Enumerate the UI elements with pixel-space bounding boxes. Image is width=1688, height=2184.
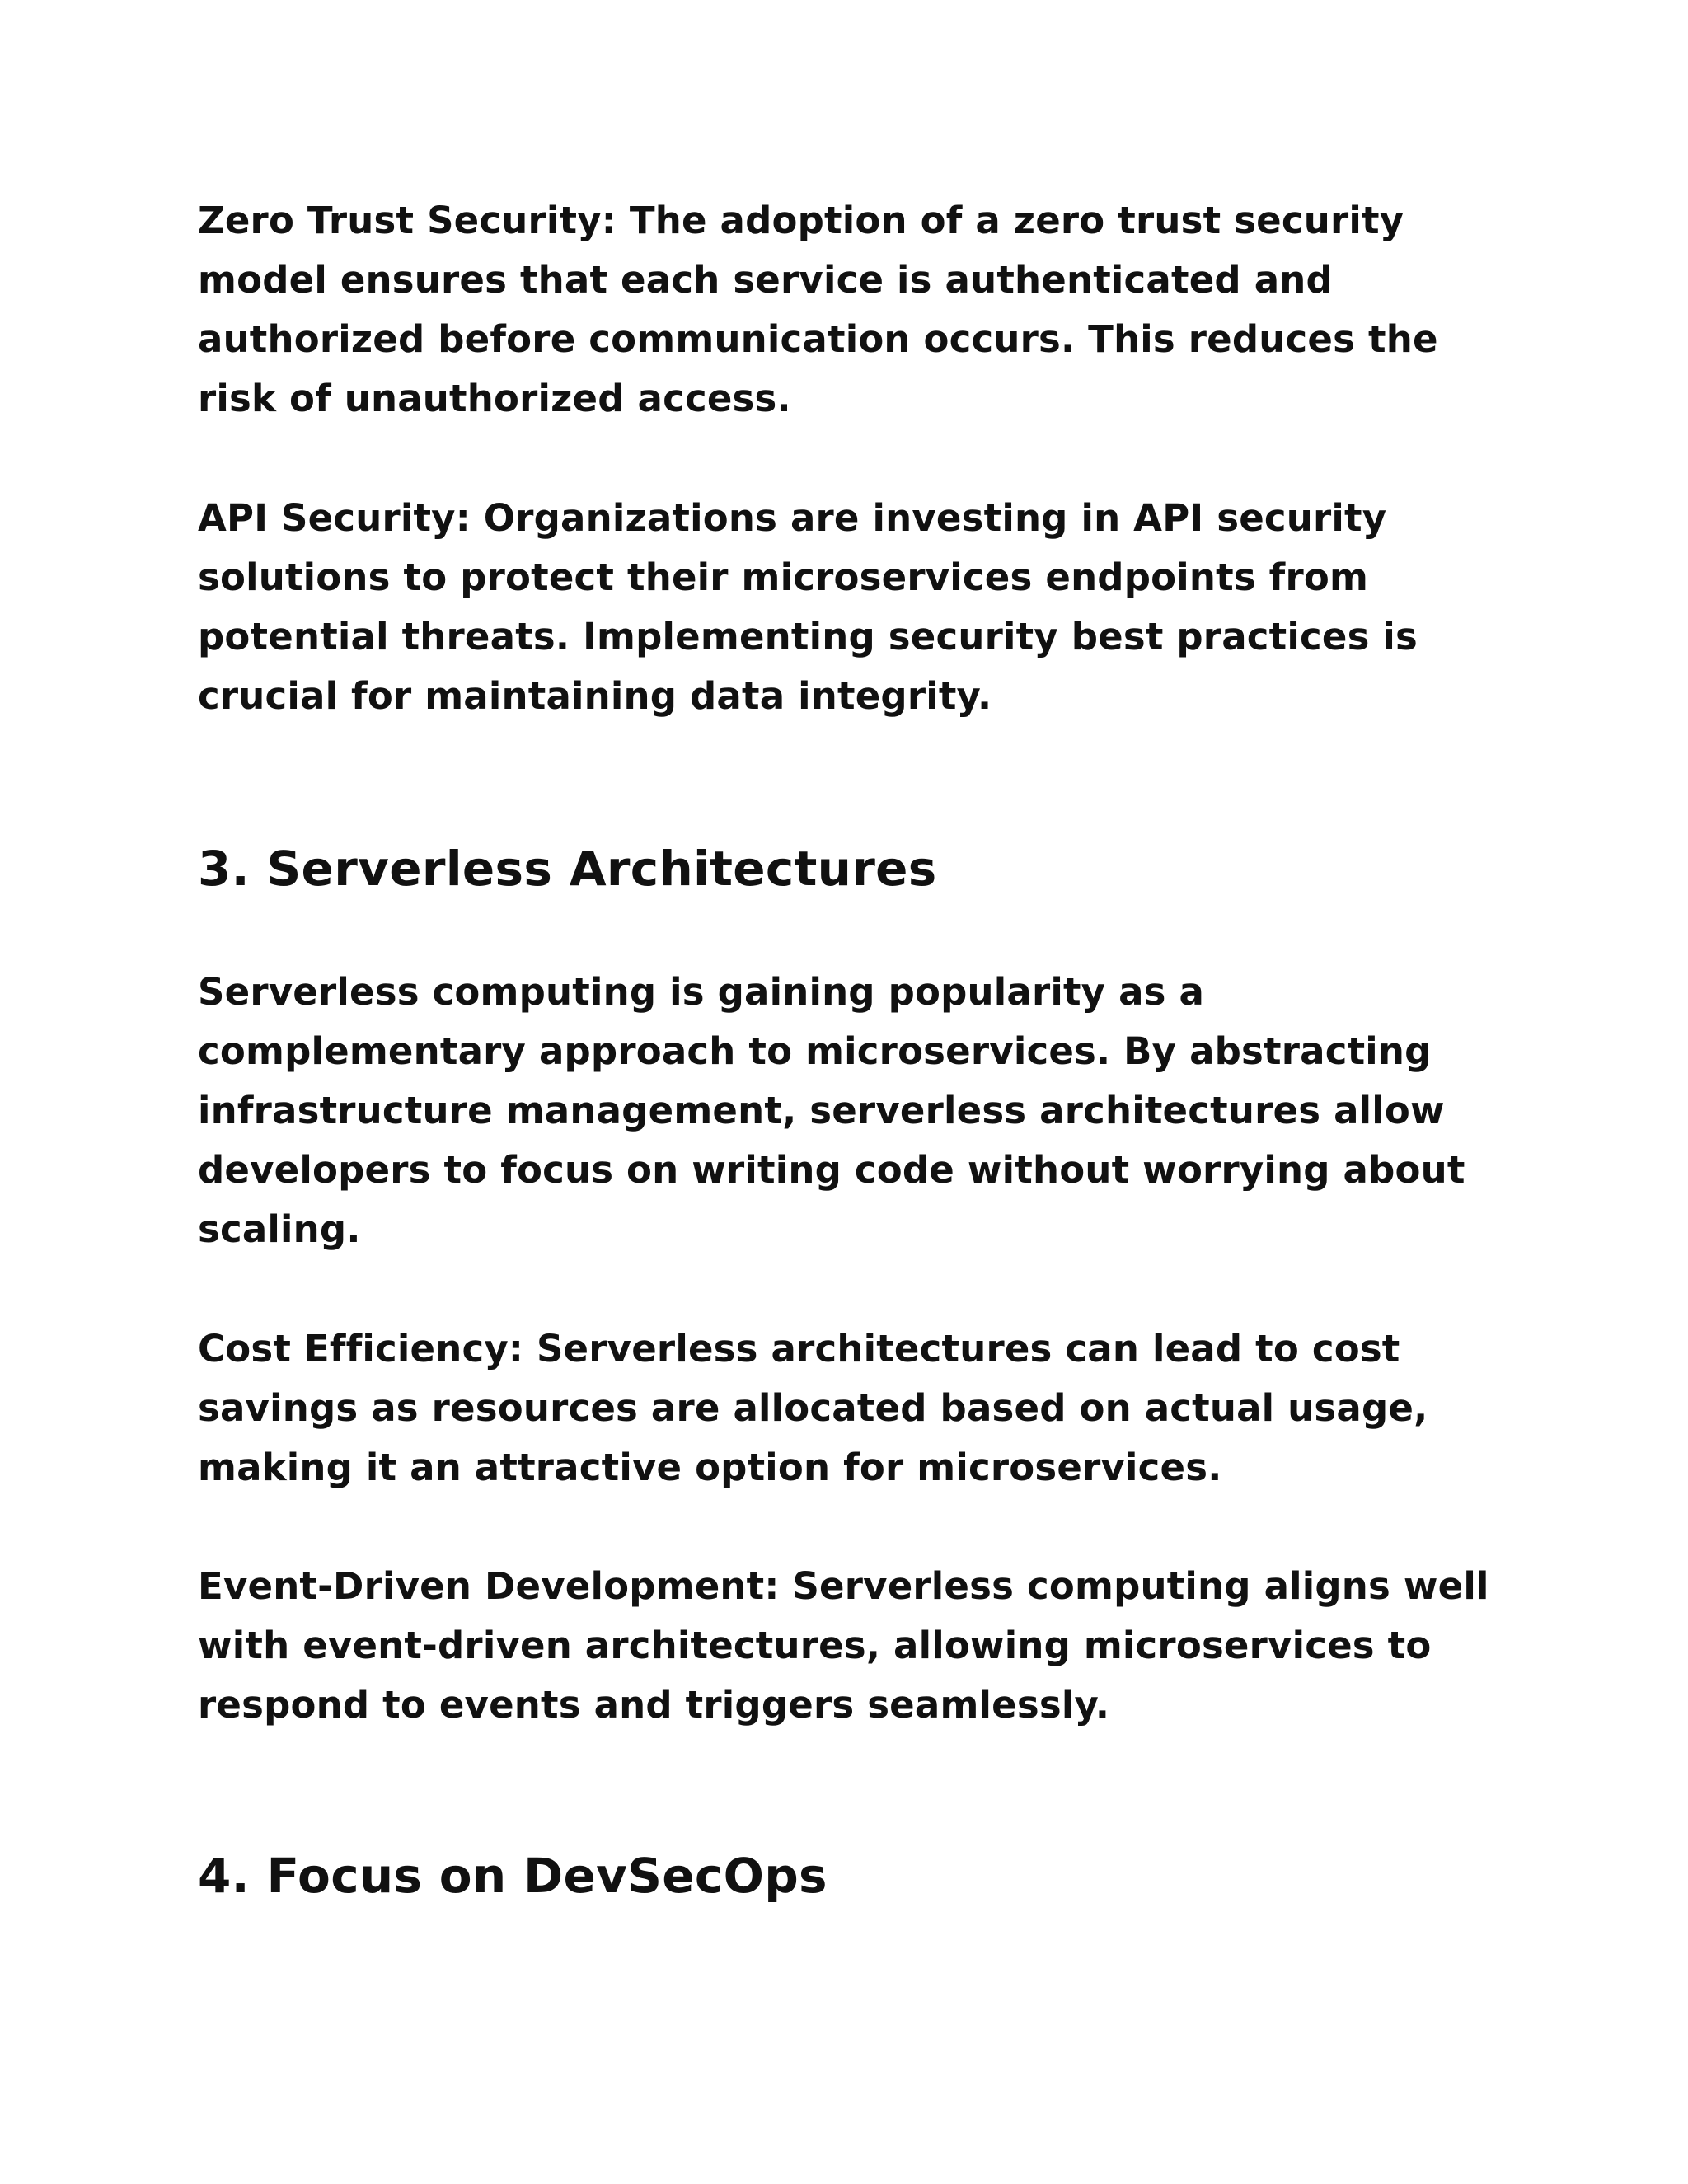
text-line: crucial for maintaining data integrity. [198, 674, 992, 718]
text-line: complementary approach to microservices. By abstracting [198, 1029, 1432, 1073]
heading-serverless-architectures: 3. Serverless Architectures [198, 841, 937, 897]
text-line: respond to events and triggers seamlessly. [198, 1683, 1110, 1727]
text-line: making it an attractive option for microservices. [198, 1446, 1222, 1489]
paragraph-serverless-intro [198, 963, 1550, 1259]
text-line: Event-Driven Development: Serverless computing aligns well [198, 1564, 1489, 1608]
text-line: API Security: Organizations are investing in API security [198, 496, 1387, 540]
text-line: with event-driven architectures, allowing microservices to [198, 1624, 1432, 1667]
paragraph-zero-trust-security [198, 191, 1550, 429]
text-line: Cost Efficiency: Serverless architectures can lead to cost [198, 1327, 1400, 1371]
text-line: scaling. [198, 1207, 361, 1251]
text-line: model ensures that each service is authenticated and [198, 258, 1333, 302]
text-line: developers to focus on writing code without worrying about [198, 1148, 1465, 1192]
paragraph-event-driven-development [198, 1557, 1550, 1735]
text-line: savings as resources are allocated based on actual usage, [198, 1386, 1428, 1430]
text-line: infrastructure management, serverless architectures allow [198, 1089, 1445, 1132]
heading-focus-on-devsecops: 4. Focus on DevSecOps [198, 1848, 828, 1904]
text-line: Serverless computing is gaining popularity as a [198, 970, 1205, 1014]
text-line: Zero Trust Security: The adoption of a zero trust security [198, 199, 1404, 242]
paragraph-api-security [198, 489, 1550, 726]
text-line: authorized before communication occurs. This reduces the [198, 317, 1438, 361]
text-line: potential threats. Implementing security best practices is [198, 615, 1418, 658]
paragraph-cost-efficiency [198, 1319, 1550, 1497]
text-line: risk of unauthorized access. [198, 377, 791, 420]
text-line: solutions to protect their microservices endpoints from [198, 555, 1369, 599]
